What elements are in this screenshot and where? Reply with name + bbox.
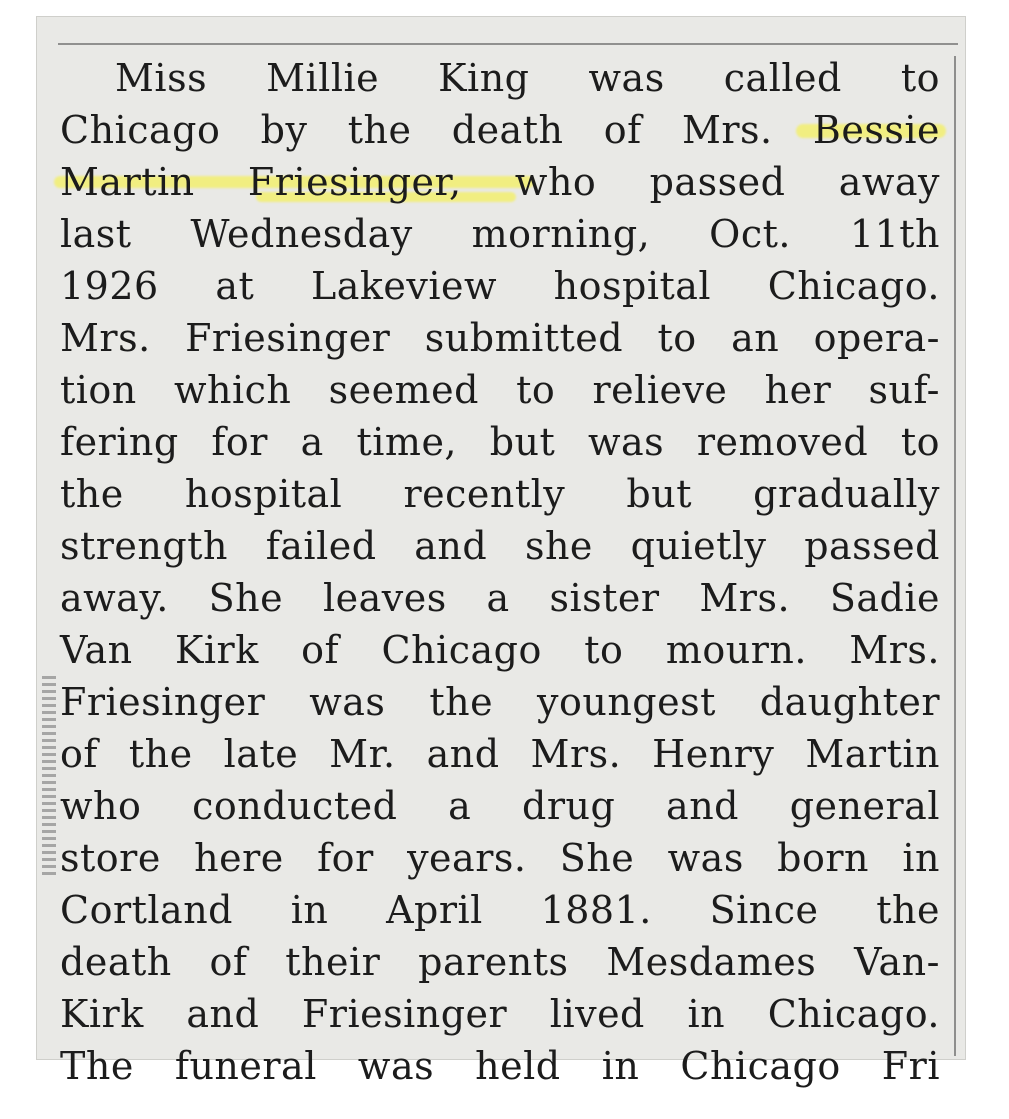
- text-line: tion which seemed to relieve her suf-: [60, 368, 940, 412]
- text-line: death of their parents Mesdames Van-: [60, 940, 940, 984]
- text-line: of the late Mr. and Mrs. Henry Martin: [60, 732, 940, 776]
- text-line: Martin Friesinger, who passed away: [60, 160, 940, 204]
- column-top-rule: [58, 43, 958, 45]
- text-line: store here for years. She was born in: [60, 836, 940, 880]
- text-line: Friesinger was the youngest daughter: [60, 680, 940, 724]
- text-line: fering for a time, but was removed to: [60, 420, 940, 464]
- text-line: Van Kirk of Chicago to mourn. Mrs.: [60, 628, 940, 672]
- text-line: who conducted a drug and general: [60, 784, 940, 828]
- text-line: Miss Millie King was called to: [115, 56, 940, 100]
- text-line: Mrs. Friesinger submitted to an opera-: [60, 316, 940, 360]
- text-line-cut-off: The funeral was held in Chicago Fri: [60, 1044, 940, 1088]
- obituary-text: [60, 52, 940, 1088]
- text-line: Cortland in April 1881. Since the: [60, 888, 940, 932]
- column-right-rule: [954, 56, 956, 1056]
- print-smudge: [42, 676, 56, 876]
- newspaper-clipping: [36, 16, 966, 1088]
- text-line: last Wednesday morning, Oct. 11th: [60, 212, 940, 256]
- text-line: Kirk and Friesinger lived in Chicago.: [60, 992, 940, 1036]
- text-line: 1926 at Lakeview hospital Chicago.: [60, 264, 940, 308]
- text-line: strength failed and she quietly passed: [60, 524, 940, 568]
- text-line: away. She leaves a sister Mrs. Sadie: [60, 576, 940, 620]
- text-line: the hospital recently but gradually: [60, 472, 940, 516]
- text-line: Chicago by the death of Mrs. Bessie: [60, 108, 940, 152]
